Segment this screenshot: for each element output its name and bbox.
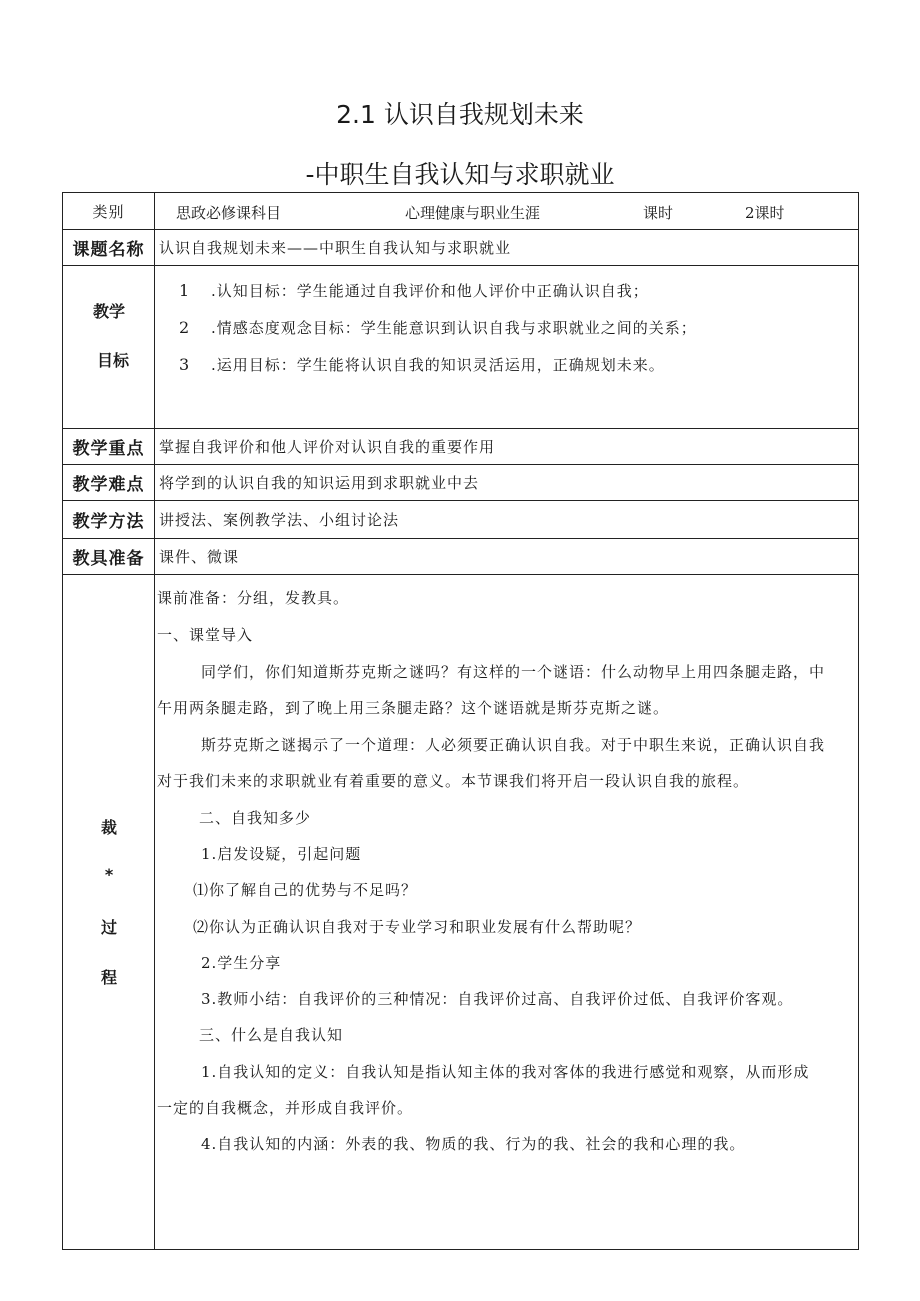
lesson-plan-table [62, 192, 859, 1250]
process-label-char: * [104, 865, 114, 884]
goals-label-cell [63, 266, 155, 429]
process-label-char: 过 [100, 918, 117, 937]
goal-item: 2 .情感态度观念目标：学生能意识到认识自我与求职就业之间的关系； [179, 318, 697, 337]
tools-label: 教具准备 [63, 539, 155, 575]
process-line: 二、自我知多少 [199, 809, 312, 827]
page-title: 2.1 认识自我规划未来 [336, 100, 584, 129]
process-label-cell [63, 575, 155, 1250]
process-label-char: 程 [100, 968, 117, 987]
process-line: 午用两条腿走路，到了晚上用三条腿走路？这个谜语就是斯芬克斯之谜。 [157, 699, 670, 717]
key-point-value: 掌握自我评价和他人评价对认识自我的重要作用 [155, 429, 859, 465]
difficulty-value: 将学到的认识自我的知识运用到求职就业中去 [155, 465, 859, 501]
category-values [155, 193, 859, 230]
topic-label: 课题名称 [63, 230, 155, 266]
goal-item: 1 .认知目标：学生能通过自我评价和他人评价中正确认识自我； [179, 281, 649, 300]
row-method [63, 501, 859, 539]
hours-value: 2课时 [745, 204, 785, 222]
process-line: 1.自我认知的定义：自我认知是指认知主体的我对客体的我进行感觉和观察，从而形成 [201, 1063, 810, 1081]
topic-value: 认识自我规划未来——中职生自我认知与求职就业 [155, 230, 859, 266]
process-line: 斯芬克斯之谜揭示了一个道理：人必须要正确认识自我。对于中职生来说，正确认识自我 [201, 736, 826, 754]
process-line: 对于我们未来的求职就业有着重要的意义。本节课我们将开启一段认识自我的旅程。 [157, 772, 750, 790]
process-line: 1.启发设疑，引起问题 [201, 845, 362, 863]
page-subtitle: -中职生自我认知与求职就业 [305, 160, 615, 189]
process-line: 2.学生分享 [201, 954, 282, 972]
row-process [63, 575, 859, 1250]
process-line: ⑵你认为正确认识自我对于专业学习和职业发展有什么帮助呢？ [193, 918, 642, 936]
method-label: 教学方法 [63, 501, 155, 539]
process-line: 课前准备：分组，发教具。 [157, 589, 350, 607]
process-line: 三、什么是自我认知 [199, 1026, 344, 1044]
process-line: ⑴你了解自己的优势与不足吗？ [193, 881, 418, 899]
difficulty-label: 教学难点 [63, 465, 155, 501]
process-line: 4.自我认知的内涵：外表的我、物质的我、行为的我、社会的我和心理的我。 [201, 1135, 746, 1153]
row-key-point [63, 429, 859, 465]
tools-value: 课件、微课 [155, 539, 859, 575]
category-course: 心理健康与职业生涯 [405, 204, 541, 222]
category-label: 类别 [63, 193, 155, 230]
row-topic [63, 230, 859, 266]
key-point-label: 教学重点 [63, 429, 155, 465]
process-label-char: 裁 [100, 818, 117, 837]
goals-label-a: 教学 [92, 302, 125, 321]
goals-list [155, 266, 859, 429]
goals-label-b: 目标 [96, 351, 129, 370]
goal-item: 3 .运用目标：学生能将认识自我的知识灵活运用，正确规划未来。 [179, 355, 665, 374]
row-difficulty [63, 465, 859, 501]
row-goals [63, 266, 859, 429]
row-tools [63, 539, 859, 575]
method-value: 讲授法、案例教学法、小组讨论法 [155, 501, 859, 539]
process-content [155, 575, 859, 1250]
process-line: 一定的自我概念，并形成自我评价。 [157, 1099, 414, 1117]
process-line: 同学们，你们知道斯芬克斯之谜吗？有这样的一个谜语：什么动物早上用四条腿走路，中 [201, 663, 826, 681]
hours-label: 课时 [643, 204, 674, 222]
process-line: 3.教师小结：自我评价的三种情况：自我评价过高、自我评价过低、自我评价客观。 [201, 990, 794, 1008]
process-line: 一、课堂导入 [157, 626, 254, 644]
row-category [63, 193, 859, 230]
category-subject: 思政必修课科目 [176, 204, 282, 222]
